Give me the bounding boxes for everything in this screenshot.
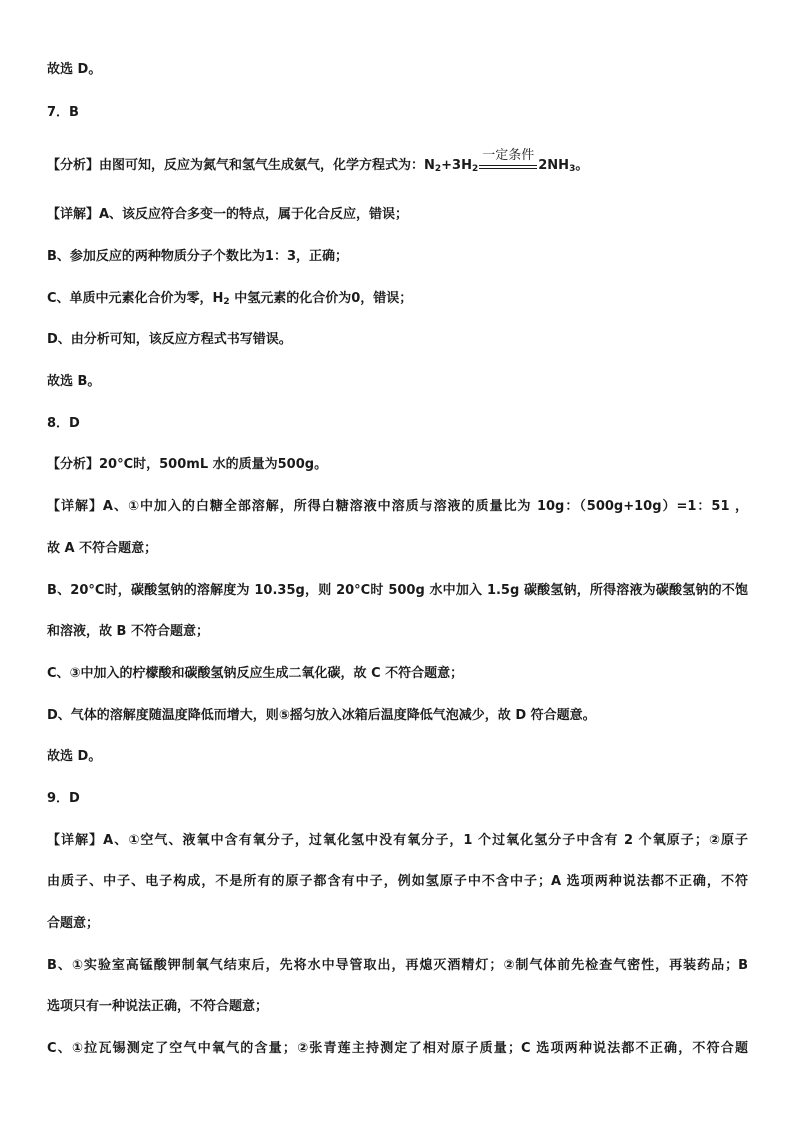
text-line: D、气体的溶解度随温度降低而增大，则⑤摇匀放入冰箱后温度降低气泡减少，故 D 符合题意。 — [47, 708, 596, 723]
text-line: 故 A 不符合题意； — [47, 541, 158, 556]
reaction-condition-label: 一定条件 — [482, 148, 535, 163]
reaction-condition-arrow — [479, 148, 537, 169]
text-line: 【详解】A、①空气、液氧中含有氧分子，过氧化氢中没有氧分子，1 个过氧化氢分子中含有 2 个氧原子；②原子 — [47, 833, 748, 848]
text-line: 故选 D。 — [47, 749, 102, 764]
text-line: 【详解】A、①中加入的白糖全部溶解，所得白糖溶液中溶质与溶液的质量比为 10g：（500g+10g）=1：51 ， — [47, 499, 748, 514]
text-line: 【详解】A、该反应符合多变一的特点，属于化合反应，错误； — [47, 207, 409, 222]
text-line: D、由分析可知，该反应方程式书写错误。 — [47, 332, 292, 347]
question-8-answer: 8．D — [47, 416, 80, 431]
text-line: 故选 D。 — [47, 62, 102, 77]
equation-lead-text: 【分析】由图可知，反应为氮气和氢气生成氨气，化学方程式为：N — [47, 158, 435, 173]
text-line: 选项只有一种说法正确，不符合题意； — [47, 999, 269, 1014]
question-9-answer: 9．D — [47, 791, 80, 806]
text-line: B、①实验室高锰酸钾制氧气结束后，先将水中导管取出，再熄灭酒精灯；②制气体前先检查气密性，再装药品；B — [47, 958, 748, 973]
text-line: 由质子、中子、电子构成，不是所有的原子都含有中子，例如氢原子中不含中子；A 选项两种说法都不正确，不符 — [47, 874, 748, 889]
analysis-equation-line: 【分析】由图可知，反应为氮气和氢气生成氨气，化学方程式为：$N_2+3H_2$ 一定条件 $2NH_3$。 — [47, 148, 589, 174]
text-line: B、参加反应的两种物质分子个数比为1：3，正确； — [47, 249, 348, 264]
text-line: 故选 B。 — [47, 374, 101, 389]
question-7-answer: 7．B — [47, 105, 79, 120]
text-line: 合题意； — [47, 916, 100, 931]
text-line: 和溶液，故 B 不符合题意； — [47, 624, 209, 639]
text-line: C、①拉瓦锡测定了空气中氧气的含量；②张青莲主持测定了相对原子质量；C 选项两种说法都不正确，不符合题 — [47, 1041, 748, 1056]
text-line: C、单质中元素化合价为零，$H_2$ 中氢元素的化合价为0，错误； — [47, 291, 413, 307]
text-line: B、20°C时，碳酸氢钠的溶解度为 10.35g，则 20°C时 500g 水中加入 1.5g 碳酸氢钠，所得溶液为碳酸氢钠的不饱 — [47, 583, 748, 598]
text-line: 【分析】20°C时，500mL 水的质量为500g。 — [47, 457, 328, 472]
text-line: C、③中加入的柠檬酸和碳酸氢钠反应生成二氧化碳，故 C 不符合题意； — [47, 666, 464, 681]
